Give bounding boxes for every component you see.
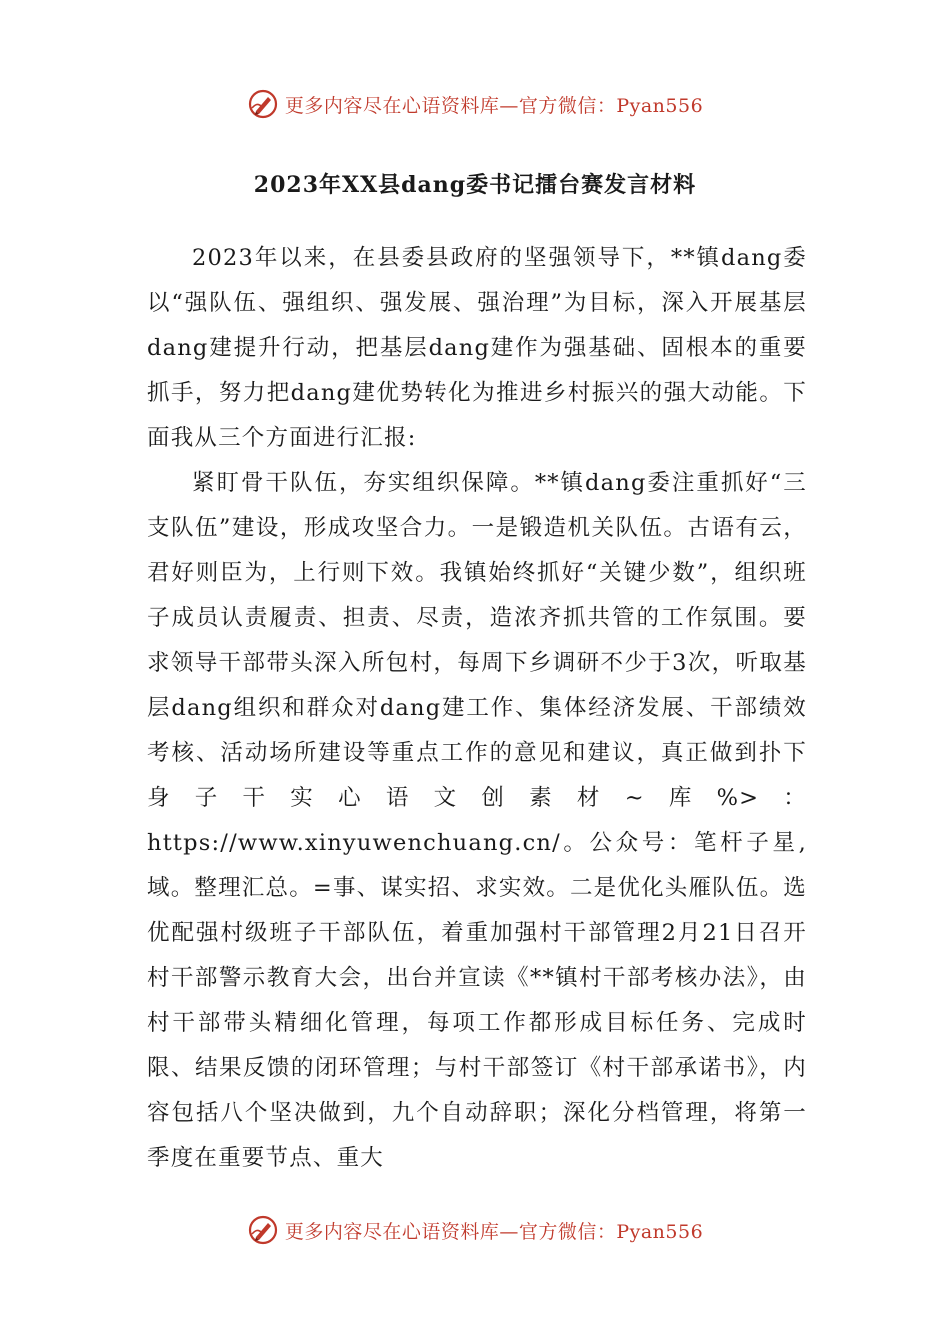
watermark-text: 更多内容尽在心语资料库—官方微信：Pyan556 (284, 94, 704, 117)
document-title: 2023年XX县dang委书记擂台赛发言材料 (253, 172, 697, 198)
pen-logo-icon (247, 1214, 279, 1246)
header-watermark (0, 84, 950, 124)
pen-logo-icon (247, 88, 279, 120)
paragraph-team-building: 紧盯骨干队伍，夯实组织保障。**镇dang委注重抓好“三支队伍”建设，形成攻坚合力。一是锻造机关队伍。古语有云，君好则臣为，上行则下效。我镇始终抓好“关键少数”，组织班子成员认责履责、担责、尽责，造浓齐抓共管的工作氛围。要求领导干部带头深入所包村，每周下乡调研不少于3次，听取基层dang组织和群众对dang建工作、集体经济发展、干部绩效考核、活动场所建设等重点工作的意见和建议，真正做到扑下身子干实心语文创素材~库%>：https://www.xinyuwenchuang.cn/。公众号：笔杆子星,域。整理汇总。=事、谋实招、求实效。二是优化头雁队伍。选优配强村级班子干部队伍，着重加强村干部管理2月21日召开村干部警示教育大会，出台并宣读《**镇村干部考核办法》，由村干部带头精细化管理，每项工作都形成目标任务、完成时限、结果反馈的闭环管理；与村干部签订《村干部承诺书》，内容包括八个坚决做到，九个自动辞职；深化分档管理，将第一季度在重要节点、重大 (147, 470, 807, 1171)
footer-watermark (0, 1210, 950, 1250)
document-body (147, 236, 807, 1181)
watermark-text: 更多内容尽在心语资料库—官方微信：Pyan556 (284, 1220, 704, 1243)
paragraph-intro: 2023年以来，在县委县政府的坚强领导下，**镇dang委以“强队伍、强组织、强发展、强治理”为目标，深入开展基层dang建提升行动，把基层dang建作为强基础、固根本的重要抓手，努力把dang建优势转化为推进乡村振兴的强大动能。下面我从三个方面进行汇报: (147, 245, 807, 451)
